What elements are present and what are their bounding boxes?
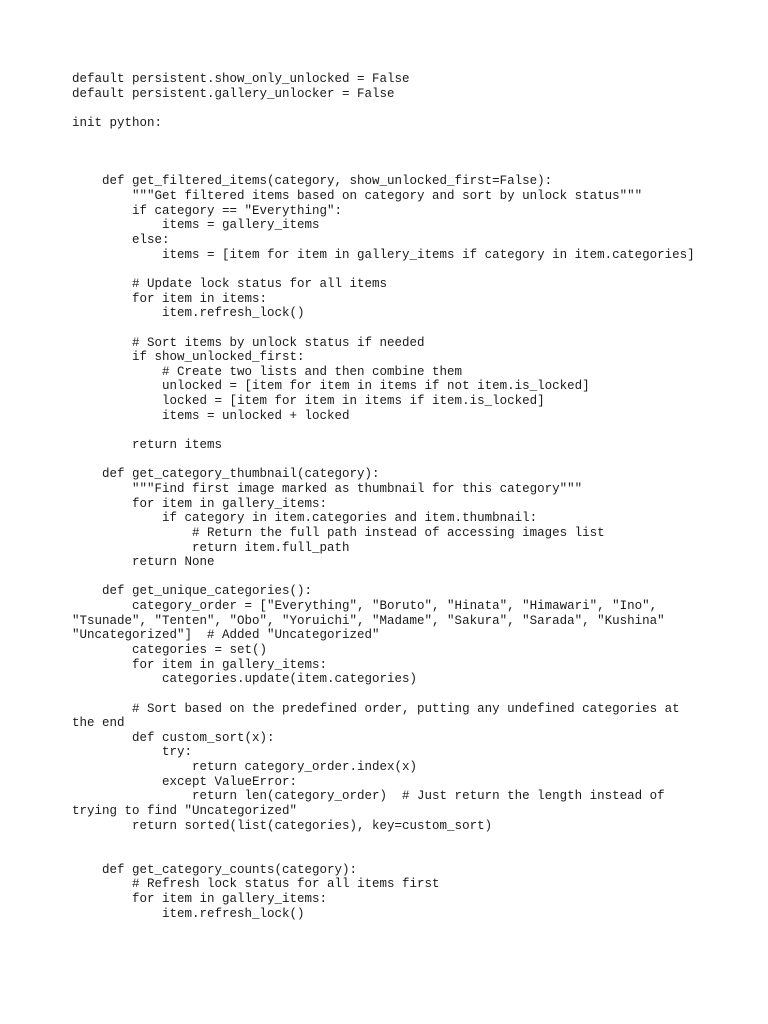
code-line: """Get filtered items based on category and sort by unlock status""" [72,189,643,204]
code-line [72,262,752,277]
code-line [72,848,752,863]
code-line: default persistent.gallery_unlocker = False [72,86,395,101]
code-line: init python: [72,115,163,130]
code-line: if category in item.categories and item.thumbnail: [72,511,538,526]
code-line: item.refresh_lock() [72,906,305,921]
code-line: "Tsunade", "Tenten", "Obo", "Yoruichi", "Madame", "Sakura", "Sarada", "Kushina" [72,613,665,628]
code-line [72,833,752,848]
code-line: items = [item for item in gallery_items if category in item.categories] [72,247,695,262]
code-line: def get_category_counts(category): [72,862,358,877]
code-line [72,145,752,160]
code-line: try: [72,745,193,760]
code-line: return items [72,438,223,453]
code-line: for item in gallery_items: [72,891,328,906]
code-line: if show_unlocked_first: [72,350,305,365]
code-line: return category_order.index(x) [72,760,418,775]
code-line: # Sort items by unlock status if needed [72,335,425,350]
code-line: """Find first image marked as thumbnail for this category""" [72,481,583,496]
code-line: def get_category_thumbnail(category): [72,467,380,482]
code-line: return item.full_path [72,540,350,555]
code-line: locked = [item for item in items if item.is_locked] [72,394,545,409]
code-line: unlocked = [item for item in items if not item.is_locked] [72,379,590,394]
code-line: else: [72,233,170,248]
code-line: return sorted(list(categories), key=custom_sort) [72,818,493,833]
code-line: categories = set() [72,642,268,657]
code-line: items = gallery_items [72,218,320,233]
code-line: items = unlocked + locked [72,408,350,423]
code-line: def custom_sort(x): [72,730,275,745]
code-line [72,321,752,336]
code-line: def get_unique_categories(): [72,584,313,599]
code-line: def get_filtered_items(category, show_unlocked_first=False): [72,174,553,189]
code-line: for item in items: [72,291,268,306]
code-line [72,570,752,585]
code-line: for item in gallery_items: [72,496,328,511]
code-line: return None [72,555,215,570]
code-line [72,131,752,146]
code-line: the end [72,716,125,731]
code-block [72,72,752,921]
code-line [72,101,752,116]
code-line: for item in gallery_items: [72,657,328,672]
code-line: except ValueError: [72,774,298,789]
code-line: category_order = ["Everything", "Boruto", "Hinata", "Himawari", "Ino", [72,599,658,614]
code-line: item.refresh_lock() [72,306,305,321]
code-line: # Sort based on the predefined order, putting any undefined categories at [72,701,680,716]
code-line: return len(category_order) # Just return the length instead of [72,789,665,804]
code-line [72,423,752,438]
code-line: "Uncategorized"] # Added "Uncategorized" [72,628,380,643]
code-line [72,160,752,175]
code-line [72,687,752,702]
code-line: # Create two lists and then combine them [72,364,463,379]
code-line: # Refresh lock status for all items first [72,877,440,892]
code-line [72,453,752,468]
code-line: categories.update(item.categories) [72,672,418,687]
code-line: trying to find "Uncategorized" [72,804,298,819]
code-line: # Return the full path instead of accessing images list [72,525,605,540]
code-line: # Update lock status for all items [72,276,388,291]
code-line: default persistent.show_only_unlocked = False [72,72,410,86]
code-line: if category == "Everything": [72,203,343,218]
